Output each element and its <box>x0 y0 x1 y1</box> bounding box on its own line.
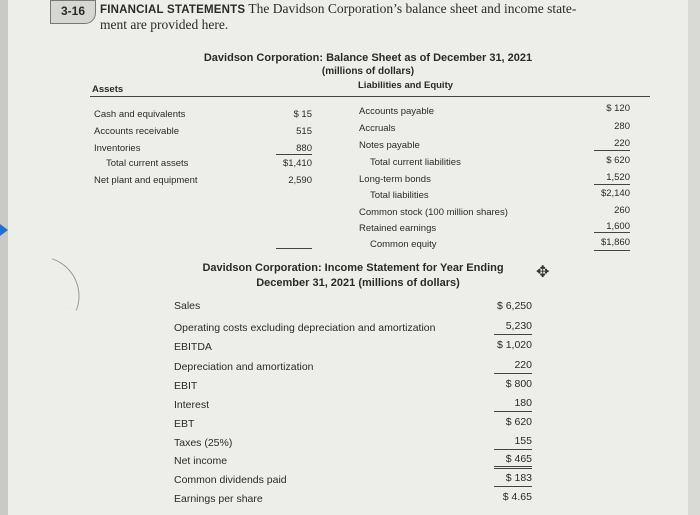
asset-label: Net plant and equipment <box>94 175 198 186</box>
income-label: Net income <box>174 455 228 467</box>
header-rule <box>90 96 650 97</box>
total-rule <box>594 250 630 251</box>
subtotal-rule <box>494 449 532 450</box>
liability-value: $2,140 <box>600 188 630 199</box>
subtotal-rule <box>594 232 630 233</box>
liability-label: Long-term bonds <box>359 174 431 185</box>
move-cursor-icon: ✥ <box>536 264 550 281</box>
income-value: $ 6,250 <box>496 300 532 312</box>
liability-label: Accruals <box>359 123 396 134</box>
income-value: $ 465 <box>505 453 532 465</box>
liability-value: $ 120 <box>606 103 630 114</box>
subtotal-rule <box>594 150 630 151</box>
income-value: $ 800 <box>505 378 532 390</box>
liability-value: 220 <box>614 138 630 149</box>
subtotal-rule <box>494 334 532 335</box>
income-label: Taxes (25%) <box>174 437 233 449</box>
income-label: EBITDA <box>174 341 212 353</box>
subtotal-rule <box>276 154 312 155</box>
liability-label: Common equity <box>370 239 437 250</box>
left-margin-bar <box>0 0 8 515</box>
income-value: 5,230 <box>505 320 532 332</box>
balance-sheet-subtitle: (millions of dollars) <box>321 66 415 77</box>
income-label: Common dividends paid <box>174 474 287 486</box>
income-label: EBT <box>174 418 195 430</box>
asset-label: Cash and equivalents <box>94 109 186 120</box>
problem-number: 3-16 <box>50 0 96 24</box>
income-statement-title-line1: Davidson Corporation: Income Statement for Year Ending <box>202 262 504 274</box>
problem-heading <box>100 1 576 17</box>
income-label: Earnings per share <box>174 493 263 505</box>
assets-header: Assets <box>92 84 124 95</box>
total-rule <box>494 466 532 467</box>
liability-value: 1,520 <box>606 172 630 183</box>
income-statement-title-line2: December 31, 2021 (millions of dollars) <box>256 277 460 289</box>
income-label: Depreciation and amortization <box>174 361 314 373</box>
income-value: 180 <box>514 397 532 409</box>
liability-value: 1,600 <box>606 221 630 232</box>
income-value: $ 183 <box>505 472 532 484</box>
asset-value: $1,410 <box>282 158 312 169</box>
total-assets-rule <box>276 248 312 249</box>
income-value: $ 4.65 <box>502 491 532 503</box>
balance-sheet-title: Davidson Corporation: Balance Sheet as of December 31, 2021 <box>203 52 533 64</box>
liability-value: 280 <box>614 121 630 132</box>
subtotal-rule <box>494 373 532 374</box>
asset-value: $ 15 <box>293 109 312 120</box>
liability-label: Accounts payable <box>359 106 434 117</box>
asset-label: Inventories <box>94 143 141 154</box>
income-label: Operating costs excluding depreciation and amortization <box>174 322 436 334</box>
liability-value: 260 <box>614 205 630 216</box>
subtotal-rule <box>594 184 630 185</box>
total-rule <box>494 486 532 487</box>
income-value: 220 <box>514 359 532 371</box>
liability-value: $ 620 <box>606 155 630 166</box>
liability-label: Total liabilities <box>370 190 429 201</box>
total-rule <box>494 468 532 469</box>
problem-title: FINANCIAL STATEMENTS <box>100 4 246 16</box>
income-label: EBIT <box>174 380 198 392</box>
income-value: 155 <box>514 435 532 447</box>
liability-label: Notes payable <box>359 140 420 151</box>
income-label: Sales <box>174 300 201 312</box>
page-curl-mark <box>38 258 91 311</box>
problem-text-line1: The Davidson Corporation’s balance sheet and income state- <box>248 1 577 16</box>
asset-value: 880 <box>296 143 312 154</box>
problem-text-line2: ment are provided here. <box>100 17 229 32</box>
textbook-page <box>8 0 688 515</box>
income-value: $ 1,020 <box>496 339 532 351</box>
asset-value: 515 <box>296 126 312 137</box>
liabilities-header: Liabilities and Equity <box>358 80 454 91</box>
asset-label: Accounts receivable <box>94 126 180 137</box>
liability-value: $1,860 <box>600 237 630 248</box>
liability-label: Common stock (100 million shares) <box>359 207 508 218</box>
subtotal-rule <box>494 411 532 412</box>
income-label: Interest <box>174 399 210 411</box>
liability-label: Retained earnings <box>359 223 437 234</box>
play-arrow-icon[interactable] <box>0 224 8 236</box>
asset-value: 2,590 <box>288 175 312 186</box>
asset-label: Total current assets <box>106 158 189 169</box>
liability-label: Total current liabilities <box>370 157 461 168</box>
income-value: $ 620 <box>505 416 532 428</box>
